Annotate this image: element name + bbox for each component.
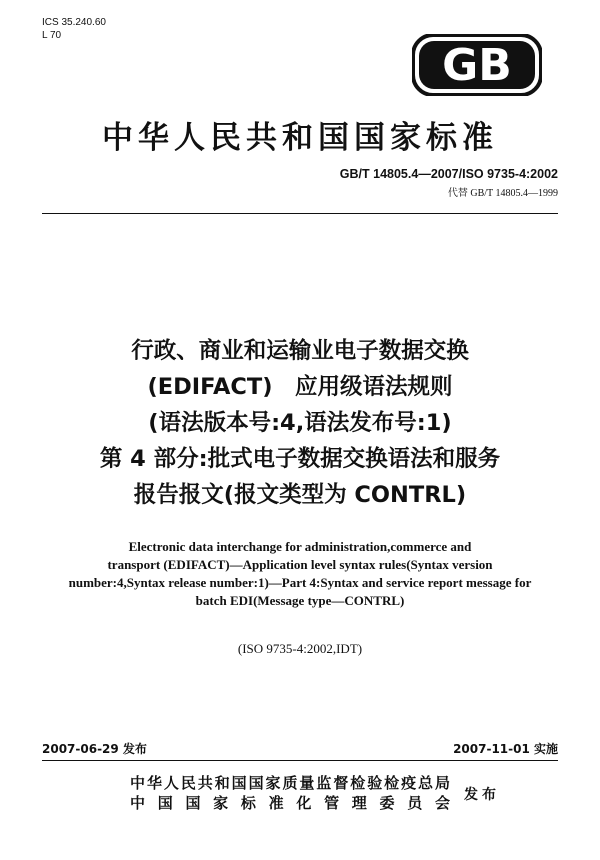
class-code: L 70 [42, 30, 62, 41]
gb-logo [412, 34, 542, 96]
issuer-name: 中国国家标准化管理委员会 [130, 794, 450, 812]
implementation-date: 2007-11-01 实施 [453, 742, 558, 756]
english-title-line: batch EDI(Message type—CONTRL) [195, 593, 405, 608]
chinese-title-line: 报告报文(报文类型为 CONTRL) [133, 482, 467, 508]
issuing-authorities [130, 773, 450, 813]
gb-logo-text: GB [442, 40, 512, 91]
english-title-line: Electronic data interchange for administration,commerce and [128, 539, 472, 554]
english-title-line: transport (EDIFACT)—Application level syntax rules(Syntax version [107, 557, 493, 572]
issuer-name: 中华人民共和国国家质量监督检验检疫总局 [130, 774, 450, 792]
top-divider [42, 213, 558, 214]
ics-code: ICS 35.240.60 [42, 17, 106, 28]
chinese-title-line: 第 4 部分:批式电子数据交换语法和服务 [99, 446, 501, 472]
issue-date: 2007-06-29 发布 [42, 742, 147, 756]
classification-codes [42, 16, 106, 42]
replaces-standard: 代替 GB/T 14805.4—1999 [447, 188, 558, 199]
chinese-title-line: 行政、商业和运输业电子数据交换 [131, 338, 469, 364]
chinese-title-line: (EDIFACT) 应用级语法规则 [147, 374, 453, 400]
publish-label: 发布 [464, 787, 500, 803]
english-title [0, 538, 600, 610]
english-title-line: number:4,Syntax release number:1)—Part 4:Syntax and service report message for [68, 575, 532, 590]
national-standard-title: 中华人民共和国国家标准 [102, 120, 498, 156]
standard-number: GB/T 14805.4—2007/ISO 9735-4:2002 [339, 167, 558, 181]
bottom-divider [42, 760, 558, 761]
iso-reference: (ISO 9735-4:2002,IDT) [237, 641, 363, 656]
chinese-title [0, 333, 600, 513]
chinese-title-line: (语法版本号:4,语法发布号:1) [148, 410, 452, 436]
